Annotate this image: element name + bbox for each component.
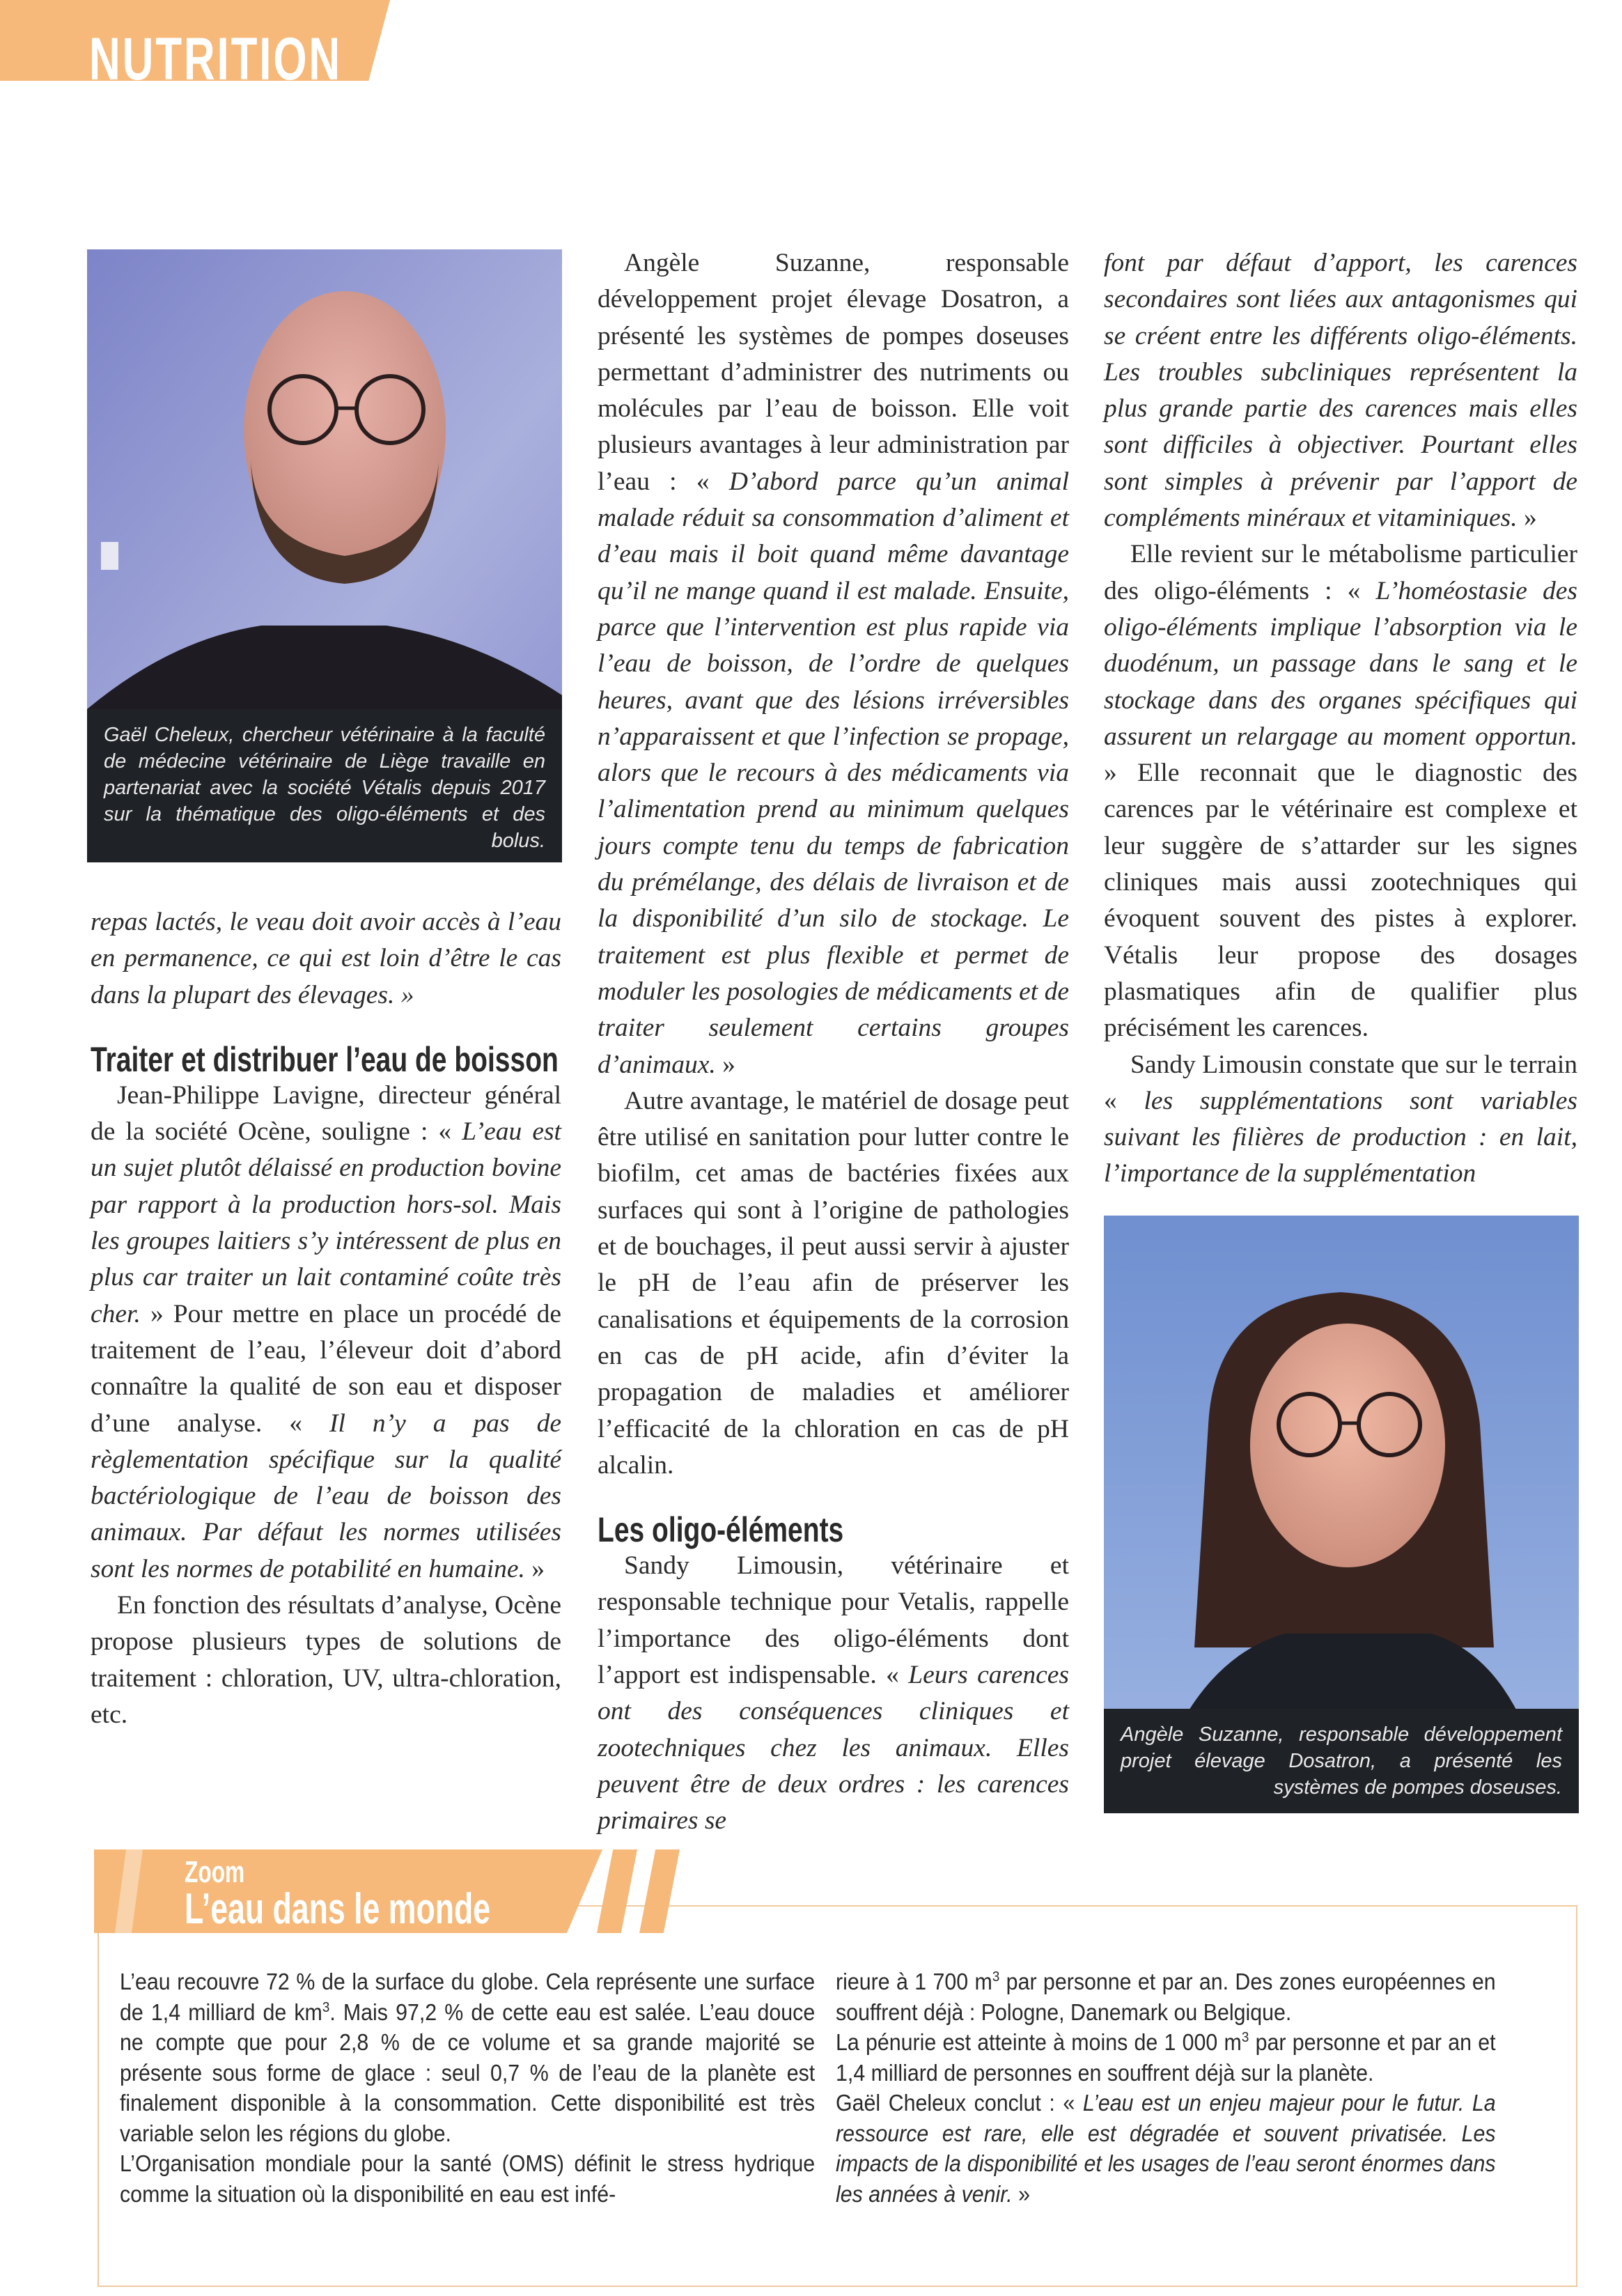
- quote-text: Leurs carences ont des conséquences cliniques et zootechniques chez les animaux. Elles peuvent être de deux ordres : les carences primaires se: [598, 1660, 1069, 1836]
- text: Sandy Limousin constate que sur le terrain «: [1104, 1050, 1577, 1115]
- quote-text: repas lactés, le veau doit avoir accès à l’eau en permanence, ce qui est loin d’être le cas dans la plupart des élevages. »: [91, 908, 561, 1009]
- article-column-3: [1104, 245, 1577, 1193]
- superscript: 3: [1241, 2029, 1249, 2045]
- quote-text: L’homéostasie des oligo-éléments implique l’absorption via le duodénum, un passage dans le sang et le stockage dans des organes spécifiques qui assurent un relargage au moment opportun.: [1104, 576, 1577, 751]
- quote-text: L’eau est un sujet plutôt délaissé en production bovine par rapport à la production hors-sol. Mais les groupes laitiers s’y intéressent de plus en plus car traiter un lait contaminé coûte très cher.: [91, 1117, 561, 1328]
- paragraph: [598, 245, 1069, 1083]
- paragraph: En fonction des résultats d’analyse, Ocène propose plusieurs types de solutions de traitement : chloration, UV, ultra-chloration, etc.: [91, 1591, 561, 1729]
- banner-stripe: [597, 1849, 637, 1933]
- text: rieure à 1 700 m: [836, 1969, 992, 1994]
- superscript: 3: [322, 1999, 330, 2015]
- zoom-column-right: [836, 1967, 1496, 2209]
- text: Jean-Philippe Lavigne, directeur général de la société Ocène, souligne : «: [91, 1080, 561, 1147]
- text: » Pour mettre en place un procédé de traitement de l’eau, l’éleveur doit d’abord connaître la qualité de son eau et disposer d’une analyse. «: [91, 1299, 561, 1438]
- text: Sandy Limousin, vétérinaire et responsable technique pour Vetalis, rappelle l’importance des oligo-éléments dont l’apport est indispensable. «: [598, 1551, 1069, 1689]
- text: par personne et par an. Des zones européennes en souffrent déjà : Pologne, Danemark ou Belgique.: [836, 1969, 1496, 2025]
- quote-text: les supplémentations sont variables suivant les filières de production : en lait, l’importance de la supplémentation: [1104, 1086, 1578, 1188]
- paragraph: [836, 2027, 1496, 2088]
- zoom-box-banner: [94, 1849, 707, 1933]
- section-rubric-title: NUTRITION: [89, 28, 343, 88]
- paragraph: [91, 904, 561, 1014]
- paragraph: [1104, 1047, 1577, 1193]
- banner-stripe: [639, 1849, 680, 1933]
- quote-text: Il n’y a pas de règlementation spécifique sur la qualité bactériologique de l’eau de boisson des animaux. Par défaut les normes utilisées sont les normes de potabilité en humaine.: [91, 1409, 562, 1583]
- section-heading-traiter: Traiter et distribuer l’eau de boisson: [91, 1039, 559, 1079]
- text: par personne et par an et 1,4 milliard de personnes en souffrent déjà sur la planète.: [836, 2029, 1496, 2086]
- text: » Elle reconnait que le diagnostic des carences par le vétérinaire est complexe et leur suggère de s’attarder sur les signes cliniques mais aussi zootechniques qui évoquent souvent des pistes à explorer. Vétalis leur propose des dosages plasmatiques afin de qualifier plus précisément les carences.: [1104, 759, 1577, 1043]
- text: La pénurie est atteinte à moins de 1 000 m: [836, 2029, 1242, 2055]
- paragraph: [1104, 245, 1577, 536]
- text: Angèle Suzanne, responsable développement projet élevage Dosatron, a présenté les systèmes de pompes doseuses permettant d’administrer des nutriments ou molécules par l’eau de boisson. Elle voit plusieurs avantages à leur administration par l’eau : «: [598, 249, 1069, 496]
- photo-caption: Gaël Cheleux, chercheur vétérinaire à la faculté de médecine vétérinaire de Liège travaille en partenariat avec la société Vétalis depuis 2017 sur la thématique des oligo-éléments et des bolus.: [87, 709, 562, 862]
- photo-caption: Angèle Suzanne, responsable développement projet élevage Dosatron, a présenté les systèmes de pompes doseuses.: [1104, 1709, 1579, 1813]
- paragraph: [598, 1548, 1069, 1839]
- quote-text: D’abord parce qu’un animal malade réduit sa consommation d’aliment et d’eau mais il boit quand même davantage qu’il ne mange quand il est malade. Ensuite, parce que l’intervention est plus rapide via l’eau de boisson, de l’ordre de quelques heures, avant que des lésions irréversibles n’apparaissent et que l’infection se propage, alors que le recours à des médicaments via l’alimentation prend au minimum quelques jours compte tenu du temps de fabrication du prémélange, des délais de livraison et de la disponibilité d’un silo de stockage. Le traitement est plus flexible et permet de moduler les posologies de médicaments et de traiter seulement certains groupes d’animaux.: [598, 467, 1069, 1079]
- text: »: [1517, 504, 1537, 533]
- zoom-kicker: Zoom: [185, 1855, 245, 1889]
- paragraph: Autre avantage, le matériel de dosage peut être utilisé en sanitation pour lutter contre le biofilm, cet amas de bactéries fixées aux surfaces qui sont à l’origine de pathologies et de bouchages, il peut aussi servir à ajuster le pH de l’eau afin de préserver les canalisations et équipements de la corrosion en cas de pH acide, afin d’éviter la propagation de maladies et améliorer l’efficacité de la chloration en cas de pH alcalin.: [598, 1086, 1069, 1480]
- section-heading-oligo-elements: Les oligo-éléments: [598, 1510, 844, 1550]
- text: »: [1012, 2180, 1031, 2207]
- text: »: [524, 1554, 545, 1583]
- portrait-photo-angele-suzanne: [1104, 1216, 1579, 1813]
- article-column-2: [598, 245, 1069, 1839]
- zoom-column-left: [120, 1967, 815, 2209]
- quote-text: L’eau est un enjeu majeur pour le futur. La ressource est rare, elle est dégradée et souvent privatisée. Les impacts de la disponibilité et les usages de l’eau seront énormes dans les années à venir.: [836, 2090, 1496, 2207]
- text: . Mais 97,2 % de cette eau est salée. L’eau douce ne compte que pour 2,8 % de ce volume et sa grande majorité se présente sous forme de glace : seul 0,7 % de l’eau de la planète est finalement disponible à la consommation. Cette disponibilité est très variable selon les régions du globe.: [120, 1999, 816, 2146]
- text: Gaël Cheleux conclut : «: [836, 2090, 1083, 2116]
- paragraph: [836, 1967, 1496, 2027]
- portrait-photo-gael-cheleux: [87, 249, 562, 862]
- paragraph: [91, 1078, 561, 1588]
- paragraph: [836, 2088, 1496, 2209]
- superscript: 3: [992, 1969, 1000, 1985]
- paragraph: L’Organisation mondiale pour la santé (OMS) définit le stress hydrique comme la situation où la disponibilité en eau est infé-: [120, 2150, 816, 2207]
- quote-text: font par défaut d’apport, les carences secondaires sont liées aux antagonismes qui se créent entre les différents oligo-éléments. Les troubles subcliniques représentent la plus grande partie des carences mais elles sont difficiles à objectiver. Pourtant elles sont simples à prévenir par l’apport de compléments minéraux et vitaminiques.: [1104, 249, 1577, 533]
- text: Elle revient sur le métabolisme particulier des oligo-éléments : «: [1104, 540, 1577, 605]
- text: L’eau recouvre 72 % de la surface du globe. Cela représente une surface de 1,4 milliard de km: [120, 1969, 816, 2025]
- paragraph: [120, 1967, 815, 2148]
- paragraph: [1104, 536, 1577, 1046]
- text: »: [715, 1050, 735, 1079]
- zoom-title: L’eau dans le monde: [185, 1885, 491, 1933]
- article-column-1: [91, 904, 561, 1733]
